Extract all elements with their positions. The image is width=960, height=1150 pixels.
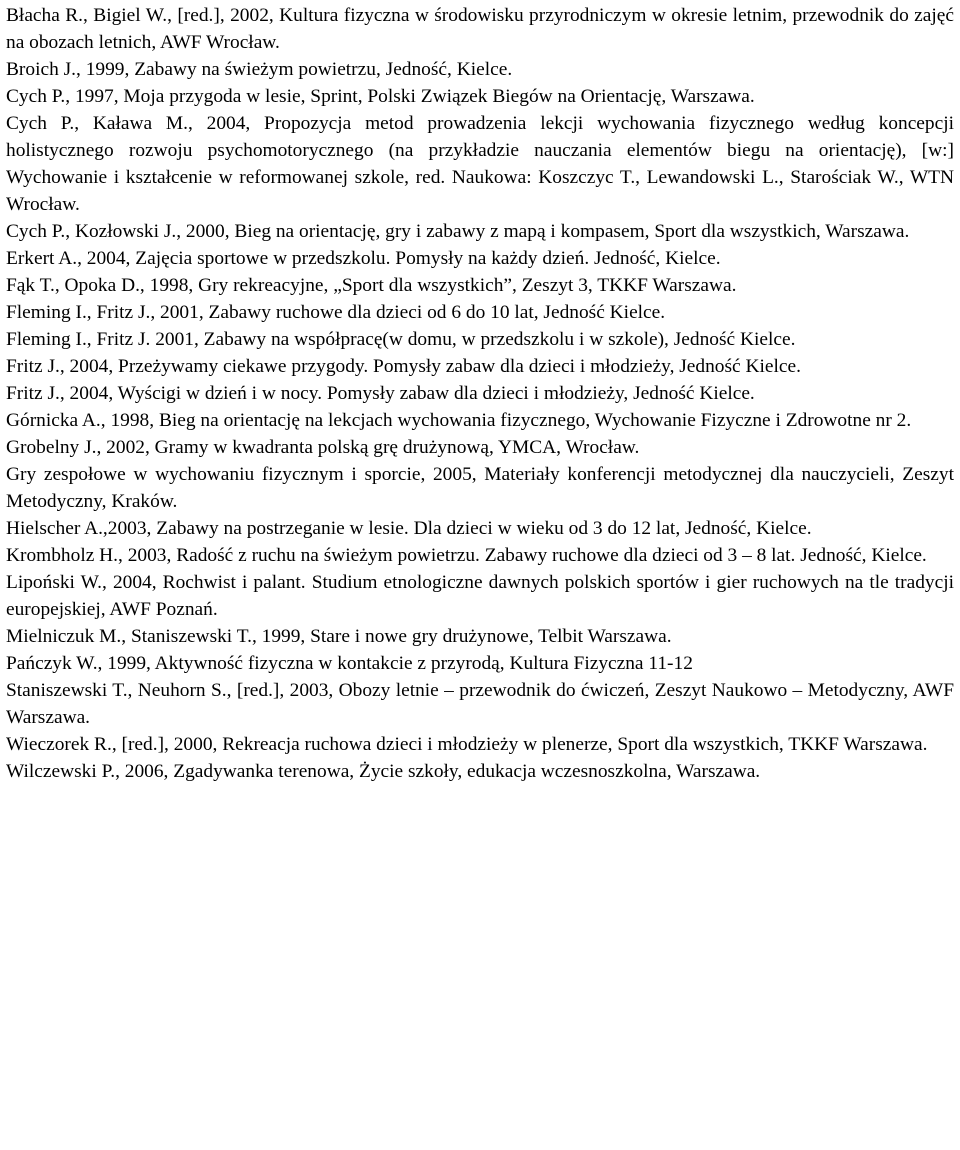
bibliography-entry: Erkert A., 2004, Zajęcia sportowe w przedszkolu. Pomysły na każdy dzień. Jedność, Kielce. xyxy=(6,248,721,269)
bibliography-entry: Pańczyk W., 1999, Aktywność fizyczna w kontakcie z przyrodą, Kultura Fizyczna 11-12 xyxy=(6,653,693,674)
bibliography-entry: Błacha R., Bigiel W., [red.], 2002, Kultura fizyczna w środowisku przyrodniczym w okresie letnim, przewodnik do zajęć na obozach letnich, AWF Wrocław. xyxy=(6,5,954,53)
bibliography-entry: Krombholz H., 2003, Radość z ruchu na świeżym powietrzu. Zabawy ruchowe dla dzieci od 3 – 8 lat. Jedność, Kielce. xyxy=(6,545,927,566)
bibliography-entry: Fąk T., Opoka D., 1998, Gry rekreacyjne, „Sport dla wszystkich”, Zeszyt 3, TKKF Warszawa. xyxy=(6,275,737,296)
bibliography-entry: Staniszewski T., Neuhorn S., [red.], 2003, Obozy letnie – przewodnik do ćwiczeń, Zeszyt Naukowo – Metodyczny, AWF Warszawa. xyxy=(6,680,954,728)
bibliography-entry: Cych P., Kaława M., 2004, Propozycja metod prowadzenia lekcji wychowania fizycznego według koncepcji holistycznego rozwoju psychomotorycznego (na przykładzie nauczania elementów biegu na orientację), [w:] Wychowanie i kształcenie w reformowanej szkole, red. Naukowa: Koszczyc T., Lewandowski L., Starościak W., WTN Wrocław. xyxy=(6,113,954,215)
bibliography-entry: Fritz J., 2004, Wyścigi w dzień i w nocy. Pomysły zabaw dla dzieci i młodzieży, Jedność Kielce. xyxy=(6,383,755,404)
bibliography-entry: Wilczewski P., 2006, Zgadywanka terenowa, Życie szkoły, edukacja wczesnoszkolna, Warszawa. xyxy=(6,761,761,782)
bibliography-entry: Gry zespołowe w wychowaniu fizycznym i sporcie, 2005, Materiały konferencji metodycznej dla nauczycieli, Zeszyt Metodyczny, Kraków. xyxy=(6,464,954,512)
bibliography-entry: Fritz J., 2004, Przeżywamy ciekawe przygody. Pomysły zabaw dla dzieci i młodzieży, Jedność Kielce. xyxy=(6,356,801,377)
bibliography-entry: Hielscher A.,2003, Zabawy na postrzeganie w lesie. Dla dzieci w wieku od 3 do 12 lat, Jedność, Kielce. xyxy=(6,518,812,539)
bibliography-entry: Mielniczuk M., Staniszewski T., 1999, Stare i nowe gry drużynowe, Telbit Warszawa. xyxy=(6,626,672,647)
bibliography-entry: Górnicka A., 1998, Bieg na orientację na lekcjach wychowania fizycznego, Wychowanie Fizyczne i Zdrowotne nr 2. xyxy=(6,410,912,431)
bibliography-entry: Lipoński W., 2004, Rochwist i palant. Studium etnologiczne dawnych polskich sportów i gier ruchowych na tle tradycji europejskiej, AWF Poznań. xyxy=(6,572,954,620)
bibliography-entry: Grobelny J., 2002, Gramy w kwadranta polską grę drużynową, YMCA, Wrocław. xyxy=(6,437,640,458)
bibliography-entry: Cych P., 1997, Moja przygoda w lesie, Sprint, Polski Związek Biegów na Orientację, Warszawa. xyxy=(6,86,755,107)
bibliography-entry: Cych P., Kozłowski J., 2000, Bieg na orientację, gry i zabawy z mapą i kompasem, Sport dla wszystkich, Warszawa. xyxy=(6,221,910,242)
bibliography-entry: Wieczorek R., [red.], 2000, Rekreacja ruchowa dzieci i młodzieży w plenerze, Sport dla wszystkich, TKKF Warszawa. xyxy=(6,734,928,755)
bibliography-entry: Fleming I., Fritz J., 2001, Zabawy ruchowe dla dzieci od 6 do 10 lat, Jedność Kielce. xyxy=(6,302,666,323)
bibliography-entry: Fleming I., Fritz J. 2001, Zabawy na współpracę(w domu, w przedszkolu i w szkole), Jedność Kielce. xyxy=(6,329,796,350)
bibliography-entry: Broich J., 1999, Zabawy na świeżym powietrzu, Jedność, Kielce. xyxy=(6,59,513,80)
